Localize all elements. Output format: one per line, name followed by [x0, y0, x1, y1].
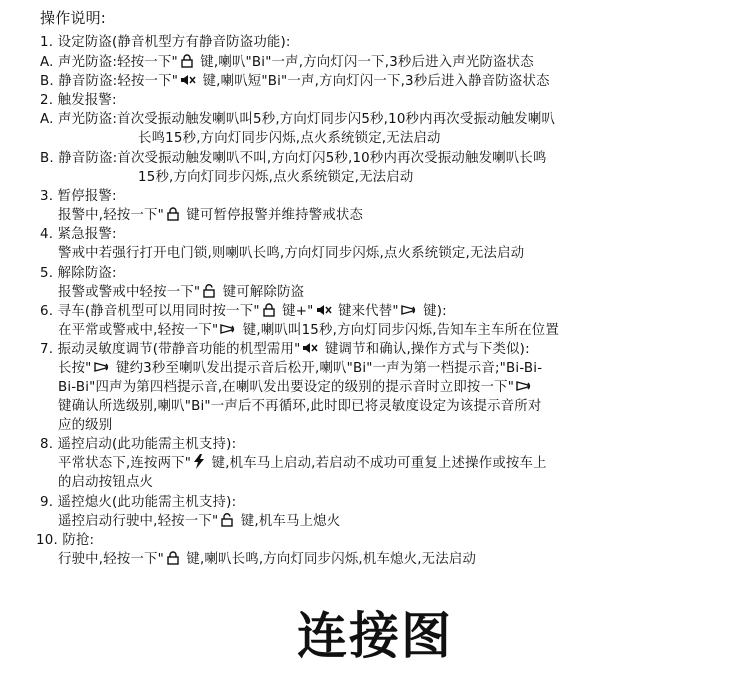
unlock-icon — [202, 284, 216, 298]
s7-line-4: 应的级别 — [58, 418, 113, 433]
s8-line-2: 的启动按钮点火 — [58, 475, 154, 490]
s7-line-1: 长按" 键约3秒至喇叭发出提示音后松开,喇叭"Bi"一声为第一档提示音;"Bi-Bi- — [58, 361, 543, 376]
s2-line-b1: B. 静音防盗:首次受振动触发喇叭不叫,方向灯闪5秒,10秒内再次受振动触发喇叭长鸣 — [40, 151, 547, 166]
s5-heading: 5. 解除防盗: — [40, 266, 117, 281]
s10-heading: 10. 防抢: — [36, 533, 95, 548]
speaker-mute-icon — [302, 341, 318, 355]
doc-title: 操作说明: — [40, 9, 107, 27]
s9-body: 遥控启动行驶中,轻按一下" 键,机车马上熄火 — [58, 514, 341, 529]
s4-body: 警戒中若强行打开电门锁,则喇叭长鸣,方向灯同步闪烁,点火系统锁定,无法启动 — [58, 246, 525, 261]
lock-icon — [166, 207, 180, 221]
s8-line-1: 平常状态下,连按两下" 键,机车马上启动,若启动不成功可重复上述操作或按车上 — [58, 456, 547, 471]
s3-heading: 3. 暂停报警: — [40, 189, 117, 204]
s1-line-a: A. 声光防盗:轻按一下" 键,喇叭"Bi"一声,方向灯闪一下,3秒后进入声光防盗状态 — [40, 55, 534, 70]
lock-icon — [262, 303, 276, 317]
s1-heading: 1. 设定防盗(静音机型方有静音防盗功能): — [40, 35, 291, 50]
s7-line-2: Bi-Bi"四声为第四档提示音,在喇叭发出要设定的级别的提示音时立即按一下" — [58, 378, 534, 397]
s2-line-a2: 长鸣15秒,方向灯同步闪烁,点火系统锁定,无法启动 — [138, 131, 441, 146]
s5-body: 报警或警戒中轻按一下" 键可解除防盗 — [58, 285, 305, 300]
lock-icon — [166, 551, 180, 565]
s2-heading: 2. 触发报警: — [40, 93, 117, 108]
s7-heading: 7. 振动灵敏度调节(带静音功能的机型需用" 键调节和确认,操作方式与下类似): — [40, 342, 530, 357]
speaker-mute-icon — [180, 73, 196, 87]
lightning-icon — [193, 454, 205, 469]
unlock-icon — [220, 513, 234, 527]
s4-heading: 4. 紧急报警: — [40, 227, 117, 242]
s10-body: 行驶中,轻按一下" 键,喇叭长鸣,方向灯同步闪烁,机车熄火,无法启动 — [58, 552, 477, 567]
speaker-mute-icon — [316, 303, 332, 317]
s6-heading: 6. 寻车(静音机型可以用同时按一下" 键+" 键来代替" 键): — [40, 304, 447, 319]
horn-icon — [516, 379, 532, 393]
horn-icon — [94, 360, 110, 374]
s6-body: 在平常或警戒中,轻按一下" 键,喇叭叫15秒,方向灯同步闪烁,告知车主车所在位置 — [58, 323, 559, 338]
horn-icon — [401, 303, 417, 317]
s8-heading: 8. 遥控启动(此功能需主机支持): — [40, 437, 237, 452]
lock-icon — [180, 54, 194, 68]
s2-line-b2: 15秒,方向灯同步闪烁,点火系统锁定,无法启动 — [138, 170, 414, 185]
wiring-diagram-title: 连接图 — [297, 606, 453, 665]
s9-heading: 9. 遥控熄火(此功能需主机支持): — [40, 495, 237, 510]
s1-line-b: B. 静音防盗:轻按一下" 键,喇叭短"Bi"一声,方向灯闪一下,3秒后进入静音防盗状态 — [40, 74, 550, 89]
s7-line-3: 键确认所选级别,喇叭"Bi"一声后不再循环,此时即已将灵敏度设定为该提示音所对 — [58, 399, 542, 414]
s2-line-a1: A. 声光防盗:首次受振动触发喇叭叫5秒,方向灯同步闪5秒,10秒内再次受振动触发喇叭 — [40, 112, 556, 127]
s3-body: 报警中,轻按一下" 键可暂停报警并维持警戒状态 — [58, 208, 364, 223]
horn-icon — [220, 322, 236, 336]
